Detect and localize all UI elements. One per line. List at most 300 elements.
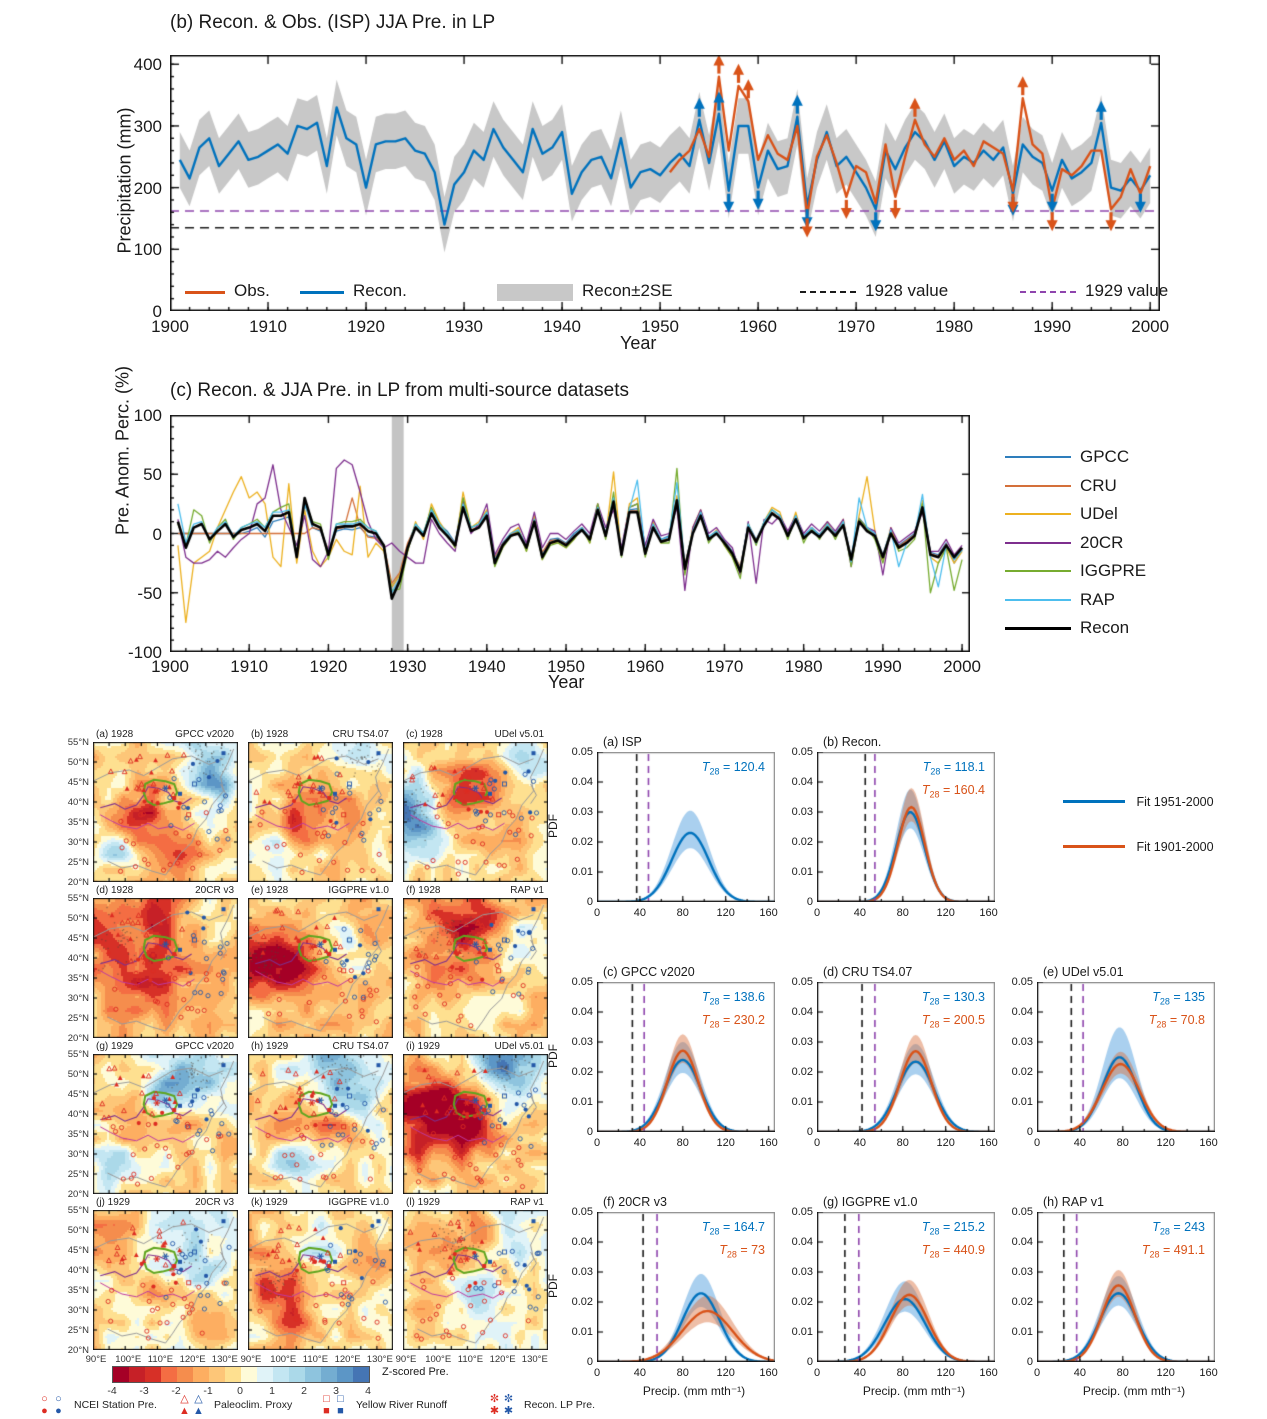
lon-tick-label: 120°E bbox=[179, 1354, 206, 1365]
pdf-y-tick-label: 0 bbox=[1026, 1356, 1033, 1368]
pdf-y-tick-label: 0.04 bbox=[571, 1006, 593, 1018]
lat-tick-label: 25°N bbox=[67, 1169, 89, 1180]
pdf-panel-title: (b) Recon. bbox=[823, 735, 882, 749]
pdf-x-tick-label: 160 bbox=[979, 1137, 998, 1149]
map-panel-source: CRU TS4.07 bbox=[332, 729, 389, 740]
pdf-panel-title: (a) ISP bbox=[603, 735, 642, 749]
legend-label-l1928: 1928 value bbox=[865, 281, 949, 300]
pdf-x-tick-label: 120 bbox=[716, 1137, 735, 1149]
map-canvas-d1928-20CR-v3 bbox=[93, 898, 238, 1038]
y-tick-label: -100 bbox=[127, 643, 162, 662]
pdf-x-tick-label: 120 bbox=[936, 1137, 955, 1149]
map-panel-label: (e) 1928 bbox=[251, 885, 289, 896]
fit-legend-1901: Fit 1901-2000 bbox=[1063, 838, 1214, 856]
lat-tick-label: 30°N bbox=[67, 1305, 89, 1316]
pdf-y-tick-label: 0.04 bbox=[791, 1236, 813, 1248]
pdf-y-tick-label: 0.02 bbox=[791, 836, 813, 848]
lat-tick-label: 35°N bbox=[67, 1285, 89, 1296]
legend-line-obs bbox=[185, 291, 225, 294]
legend-line-cru bbox=[1005, 485, 1071, 487]
x-tick-label: 1910 bbox=[249, 317, 287, 336]
pdf-x-tick-label: 0 bbox=[1033, 1137, 1041, 1149]
pdf-x-tick-label: 120 bbox=[716, 907, 735, 919]
panel-c-xlabel: Year bbox=[548, 672, 585, 692]
x-tick-label: 1940 bbox=[467, 657, 506, 676]
map-panel-label: (f) 1928 bbox=[406, 885, 441, 896]
legend-line-20cr bbox=[1005, 542, 1071, 544]
pdf-return-period-values: $T_{28} = 120.4$ bbox=[701, 760, 765, 777]
pdf-y-tick-label: 0.04 bbox=[1011, 1236, 1033, 1248]
pdf-return-period-values: $T_{28} = 138.6$ $T_{28} = 230.2$ bbox=[701, 990, 765, 1029]
lon-tick-label: 110°E bbox=[147, 1354, 174, 1365]
x-tick-label: 1900 bbox=[151, 317, 189, 336]
panel-c-ylabel: Pre. Anom. Perc. (%) bbox=[112, 365, 133, 536]
colorbar-cell bbox=[257, 1367, 273, 1382]
triangle-marker-icon: △ bbox=[194, 1393, 203, 1405]
map-canvas-b1928-CRU-TS4-07 bbox=[248, 742, 393, 882]
lat-tick-label: 20°N bbox=[67, 877, 89, 888]
pdf-y-tick-label: 0.01 bbox=[571, 866, 593, 878]
pdf-y-tick-label: 0 bbox=[586, 1356, 593, 1368]
pdf-x-tick-label: 160 bbox=[979, 1367, 998, 1379]
pdf-return-period-values: $T_{28} = 118.1$ $T_{28} = 160.4$ bbox=[921, 760, 985, 799]
pdf-x-tick-label: 0 bbox=[593, 1367, 601, 1379]
pdf-x-tick-label: 0 bbox=[813, 1367, 821, 1379]
lat-tick-label: 20°N bbox=[67, 1345, 89, 1356]
pdf-ylabel: PDF bbox=[546, 814, 560, 838]
map-panel-source: RAP v1 bbox=[510, 885, 544, 896]
y-tick-label: 0 bbox=[152, 524, 162, 544]
x-tick-label: 1980 bbox=[784, 657, 823, 676]
colorbar-label: Z-scored Pre. bbox=[382, 1366, 449, 1378]
pdf-x-tick-label: 40 bbox=[1073, 1367, 1087, 1379]
pdf-panel-title: (g) IGGPRE v1.0 bbox=[823, 1195, 918, 1209]
colorbar-tick-label: -4 bbox=[107, 1385, 117, 1397]
map-canvas-k1929-IGGPRE-v1-0 bbox=[248, 1210, 393, 1350]
x-tick-label: 1990 bbox=[1033, 317, 1072, 336]
pdf-y-tick-label: 0.05 bbox=[791, 1206, 813, 1218]
pdf-y-tick-label: 0 bbox=[586, 896, 593, 908]
triangle-marker-icon: △ bbox=[180, 1393, 189, 1405]
pdf-panel-title: (c) GPCC v2020 bbox=[603, 965, 695, 979]
pdf-y-tick-label: 0.05 bbox=[571, 1206, 593, 1218]
pdf-xlabel: Precip. (mm mth⁻¹) bbox=[1082, 1384, 1186, 1398]
pdf-y-tick-label: 0.03 bbox=[571, 1266, 593, 1278]
pdf-y-tick-label: 0.05 bbox=[571, 976, 593, 988]
lat-tick-label: 55°N bbox=[67, 893, 89, 904]
pdf-y-tick-label: 0.04 bbox=[791, 776, 813, 788]
colorbar-cell bbox=[225, 1367, 241, 1382]
colorbar-tick-label: -2 bbox=[171, 1385, 181, 1397]
pdf-y-tick-label: 0.03 bbox=[571, 806, 593, 818]
pdf-x-tick-label: 160 bbox=[979, 907, 998, 919]
legend-label-rap: RAP bbox=[1080, 589, 1115, 609]
map-panel-label: (b) 1928 bbox=[251, 729, 289, 740]
legend-label-20cr: 20CR bbox=[1080, 532, 1124, 552]
x-tick-label: 1910 bbox=[230, 657, 269, 676]
pdf-y-tick-label: 0.02 bbox=[571, 1296, 593, 1308]
map-panel-source: RAP v1 bbox=[510, 1197, 544, 1208]
y-tick-label: -50 bbox=[137, 583, 162, 603]
fit-legend-1951: Fit 1951-2000 bbox=[1063, 793, 1214, 811]
pdf-x-tick-label: 160 bbox=[759, 1367, 778, 1379]
colorbar-tick-label: 3 bbox=[333, 1385, 339, 1397]
colorbar-cell bbox=[353, 1367, 369, 1382]
square-marker-icon: ■ bbox=[337, 1405, 344, 1417]
pdf-x-tick-label: 160 bbox=[1199, 1367, 1218, 1379]
pdf-ylabel: PDF bbox=[546, 1274, 560, 1298]
x-tick-label: 2000 bbox=[943, 657, 981, 676]
pdf-x-tick-label: 80 bbox=[676, 1137, 689, 1149]
x-tick-label: 1900 bbox=[151, 657, 189, 676]
pdf-x-tick-label: 80 bbox=[896, 1137, 909, 1149]
lat-tick-label: 45°N bbox=[67, 777, 89, 788]
circle-marker-icon: ○ bbox=[55, 1393, 62, 1405]
pdf-y-tick-label: 0.02 bbox=[791, 1066, 813, 1078]
multisource-timeseries-chart bbox=[170, 415, 970, 652]
pdf-y-tick-label: 0.01 bbox=[791, 866, 813, 878]
pdf-y-tick-label: 0.05 bbox=[791, 746, 813, 758]
pdf-xlabel: Precip. (mm mth⁻¹) bbox=[862, 1384, 966, 1398]
lat-tick-label: 40°N bbox=[67, 953, 89, 964]
colorbar-cell bbox=[129, 1367, 145, 1382]
x-tick-label: 1920 bbox=[347, 317, 385, 336]
colorbar-cell bbox=[209, 1367, 225, 1382]
lat-tick-label: 40°N bbox=[67, 1109, 89, 1120]
pdf-y-tick-label: 0.04 bbox=[791, 1006, 813, 1018]
lat-tick-label: 55°N bbox=[67, 737, 89, 748]
pdf-y-tick-label: 0.04 bbox=[571, 1236, 593, 1248]
circle-marker-icon: ○ bbox=[41, 1393, 48, 1405]
legend-label-recon: Recon bbox=[1080, 618, 1130, 637]
lon-tick-label: 100°E bbox=[115, 1354, 142, 1365]
y-tick-label: 50 bbox=[143, 465, 162, 485]
pdf-y-tick-label: 0.03 bbox=[791, 1266, 813, 1278]
pdf-y-tick-label: 0.01 bbox=[791, 1326, 813, 1338]
map-panel-label: (c) 1928 bbox=[406, 729, 443, 740]
map-panel-source: UDel v5.01 bbox=[494, 729, 544, 740]
lat-tick-label: 45°N bbox=[67, 933, 89, 944]
pdf-x-tick-label: 40 bbox=[853, 1137, 867, 1149]
legend-line-recon bbox=[300, 291, 344, 294]
recon-obs-timeseries-chart bbox=[170, 55, 1160, 311]
lat-tick-label: 35°N bbox=[67, 973, 89, 984]
pdf-y-tick-label: 0 bbox=[806, 1126, 813, 1138]
pdf-y-tick-label: 0.02 bbox=[791, 1296, 813, 1308]
map-panel-label: (h) 1929 bbox=[251, 1041, 289, 1052]
x-tick-label: 1950 bbox=[641, 317, 679, 336]
pdf-y-tick-label: 0.01 bbox=[791, 1096, 813, 1108]
map-panel-label: (i) 1929 bbox=[406, 1041, 440, 1052]
pdf-x-tick-label: 40 bbox=[853, 1367, 867, 1379]
lon-tick-label: 120°E bbox=[489, 1354, 516, 1365]
pdf-panel-title: (d) CRU TS4.07 bbox=[823, 965, 913, 979]
marker-legend-label: Paleoclim. Proxy bbox=[214, 1399, 293, 1411]
pdf-y-tick-label: 0 bbox=[806, 1356, 813, 1368]
pdf-panel-title: (e) UDel v5.01 bbox=[1043, 965, 1124, 979]
map-panel-source: UDel v5.01 bbox=[494, 1041, 544, 1052]
pdf-x-tick-label: 40 bbox=[633, 1137, 647, 1149]
pdf-ylabel: PDF bbox=[546, 1044, 560, 1068]
colorbar-cell bbox=[177, 1367, 193, 1382]
map-panel-source: IGGPRE v1.0 bbox=[328, 1197, 389, 1208]
square-marker-icon: □ bbox=[323, 1393, 330, 1405]
pdf-x-tick-label: 40 bbox=[853, 907, 867, 919]
y-tick-label: 0 bbox=[152, 302, 162, 321]
pdf-return-period-values: $T_{28} = 243$ $T_{28} = 491.1$ bbox=[1141, 1220, 1205, 1259]
colorbar-tick-label: 4 bbox=[365, 1385, 371, 1397]
lat-tick-label: 45°N bbox=[67, 1245, 89, 1256]
legend-label-obs: Obs. bbox=[234, 281, 270, 300]
pdf-xlabel: Precip. (mm mth⁻¹) bbox=[642, 1384, 746, 1398]
pdf-y-tick-label: 0.02 bbox=[571, 1066, 593, 1078]
pdf-x-tick-label: 120 bbox=[716, 1367, 735, 1379]
legend-line-iggpre bbox=[1005, 570, 1071, 572]
colorbar bbox=[112, 1366, 370, 1383]
pdf-x-tick-label: 0 bbox=[1033, 1367, 1041, 1379]
pdf-y-tick-label: 0.04 bbox=[1011, 1006, 1033, 1018]
lon-tick-label: 90°E bbox=[85, 1354, 107, 1365]
pdf-y-tick-label: 0.02 bbox=[1011, 1066, 1033, 1078]
star-marker-icon: ✼ bbox=[489, 1393, 500, 1405]
pdf-y-tick-label: 0.03 bbox=[1011, 1266, 1033, 1278]
lat-tick-label: 25°N bbox=[67, 1325, 89, 1336]
legend-line-rap bbox=[1005, 599, 1071, 601]
colorbar-tick-label: 2 bbox=[301, 1385, 307, 1397]
map-panel-source: 20CR v3 bbox=[195, 885, 234, 896]
colorbar-cell bbox=[241, 1367, 257, 1382]
lon-tick-label: 130°E bbox=[521, 1354, 548, 1365]
lon-tick-label: 130°E bbox=[366, 1354, 393, 1365]
legend-line-l1928 bbox=[800, 291, 856, 293]
legend-line-recon bbox=[1005, 627, 1071, 630]
pdf-x-tick-label: 160 bbox=[1199, 1137, 1218, 1149]
square-marker-icon: □ bbox=[337, 1393, 344, 1405]
pdf-y-tick-label: 0.01 bbox=[1011, 1326, 1033, 1338]
lat-tick-label: 45°N bbox=[67, 1089, 89, 1100]
pdf-x-tick-label: 160 bbox=[759, 1137, 778, 1149]
lon-tick-label: 110°E bbox=[457, 1354, 484, 1365]
pdf-x-tick-label: 40 bbox=[633, 907, 647, 919]
pdf-x-tick-label: 0 bbox=[813, 907, 821, 919]
pdf-return-period-values: $T_{28} = 215.2$ $T_{28} = 440.9$ bbox=[921, 1220, 985, 1259]
x-tick-label: 1920 bbox=[309, 657, 348, 676]
pdf-x-tick-label: 0 bbox=[593, 1137, 601, 1149]
pdf-x-tick-label: 160 bbox=[759, 907, 778, 919]
pdf-x-tick-label: 120 bbox=[1156, 1367, 1175, 1379]
map-panel-label: (j) 1929 bbox=[96, 1197, 130, 1208]
map-canvas-c1928-UDel-v5-01 bbox=[403, 742, 548, 882]
x-tick-label: 1950 bbox=[547, 657, 585, 676]
pdf-return-period-values: $T_{28} = 130.3$ $T_{28} = 200.5$ bbox=[921, 990, 985, 1029]
fit-1951-line bbox=[1063, 800, 1125, 803]
map-panel-source: IGGPRE v1.0 bbox=[328, 885, 389, 896]
x-tick-label: 1930 bbox=[388, 657, 427, 676]
pdf-y-tick-label: 0.02 bbox=[571, 836, 593, 848]
pdf-return-period-values: $T_{28} = 164.7$ $T_{28} = 73$ bbox=[701, 1220, 765, 1259]
pdf-x-tick-label: 0 bbox=[593, 907, 601, 919]
map-canvas-l1929-RAP-v1 bbox=[403, 1210, 548, 1350]
map-panel-label: (k) 1929 bbox=[251, 1197, 288, 1208]
lat-tick-label: 55°N bbox=[67, 1205, 89, 1216]
lat-tick-label: 30°N bbox=[67, 1149, 89, 1160]
pdf-x-tick-label: 80 bbox=[676, 1367, 689, 1379]
marker-legend-label: Yellow River Runoff bbox=[356, 1399, 448, 1411]
legend-label-l1929: 1929 value bbox=[1085, 281, 1169, 300]
colorbar-tick-label: 1 bbox=[269, 1385, 275, 1397]
colorbar-cell bbox=[321, 1367, 337, 1382]
map-panel-label: (d) 1928 bbox=[96, 885, 134, 896]
pdf-y-tick-label: 0 bbox=[806, 896, 813, 908]
pdf-return-period-values: $T_{28} = 135$ $T_{28} = 70.8$ bbox=[1148, 990, 1205, 1029]
square-marker-icon: ■ bbox=[323, 1405, 330, 1417]
map-panel-source: GPCC v2020 bbox=[175, 729, 234, 740]
pdf-y-tick-label: 0.01 bbox=[1011, 1096, 1033, 1108]
y-tick-label: 300 bbox=[133, 116, 162, 136]
lat-tick-label: 35°N bbox=[67, 817, 89, 828]
legend-label-iggpre: IGGPRE bbox=[1080, 561, 1147, 580]
legend-line-udel bbox=[1005, 513, 1071, 515]
pdf-x-tick-label: 40 bbox=[1073, 1137, 1087, 1149]
lon-tick-label: 90°E bbox=[395, 1354, 417, 1365]
legend-line-l1929 bbox=[1020, 291, 1076, 293]
pdf-x-tick-label: 80 bbox=[1116, 1367, 1129, 1379]
panel-b-title: (b) Recon. & Obs. (ISP) JJA Pre. in LP bbox=[170, 12, 496, 33]
star-marker-icon: ✱ bbox=[489, 1405, 500, 1417]
triangle-marker-icon: ▲ bbox=[193, 1405, 204, 1417]
lat-tick-label: 20°N bbox=[67, 1189, 89, 1200]
pdf-y-tick-label: 0 bbox=[1026, 1126, 1033, 1138]
star-marker-icon: ✱ bbox=[503, 1405, 514, 1417]
colorbar-cell bbox=[289, 1367, 305, 1382]
x-tick-label: 1970 bbox=[837, 317, 876, 336]
y-tick-label: 400 bbox=[133, 55, 162, 75]
map-panel-label: (l) 1929 bbox=[406, 1197, 440, 1208]
lat-tick-label: 30°N bbox=[67, 993, 89, 1004]
pdf-x-tick-label: 80 bbox=[896, 1367, 909, 1379]
pdf-x-tick-label: 120 bbox=[936, 1367, 955, 1379]
colorbar-tick-label: -1 bbox=[203, 1385, 213, 1397]
pdf-x-tick-label: 80 bbox=[676, 907, 689, 919]
marker-legend-label: Recon. LP Pre. bbox=[524, 1399, 596, 1411]
pdf-x-tick-label: 120 bbox=[936, 907, 955, 919]
x-tick-label: 1980 bbox=[935, 317, 974, 336]
map-canvas-g1929-GPCC-v2020 bbox=[93, 1054, 238, 1194]
lon-tick-label: 90°E bbox=[240, 1354, 262, 1365]
map-canvas-a1928-GPCC-v2020 bbox=[93, 742, 238, 882]
x-tick-label: 1960 bbox=[739, 317, 778, 336]
y-tick-label: 100 bbox=[133, 240, 162, 260]
marker-legend-label: NCEI Station Pre. bbox=[74, 1399, 157, 1411]
map-panel-label: (a) 1928 bbox=[96, 729, 134, 740]
x-tick-label: 1960 bbox=[626, 657, 665, 676]
map-canvas-h1929-CRU-TS4-07 bbox=[248, 1054, 393, 1194]
colorbar-cell bbox=[193, 1367, 209, 1382]
pdf-x-tick-label: 80 bbox=[1116, 1137, 1129, 1149]
legend-label-cru: CRU bbox=[1080, 475, 1117, 495]
map-canvas-j1929-20CR-v3 bbox=[93, 1210, 238, 1350]
x-tick-label: 1990 bbox=[863, 657, 902, 676]
lon-tick-label: 120°E bbox=[334, 1354, 361, 1365]
triangle-marker-icon: ▲ bbox=[179, 1405, 190, 1417]
circle-marker-icon: ● bbox=[55, 1405, 62, 1417]
lat-tick-label: 25°N bbox=[67, 857, 89, 868]
colorbar-tick-label: 0 bbox=[237, 1385, 243, 1397]
pdf-y-tick-label: 0.03 bbox=[1011, 1036, 1033, 1048]
pdf-y-tick-label: 0.03 bbox=[791, 806, 813, 818]
pdf-y-tick-label: 0.01 bbox=[571, 1096, 593, 1108]
pdf-y-tick-label: 0.05 bbox=[1011, 976, 1033, 988]
colorbar-cell bbox=[337, 1367, 353, 1382]
lat-tick-label: 50°N bbox=[67, 1069, 89, 1080]
map-canvas-f1928-RAP-v1 bbox=[403, 898, 548, 1038]
colorbar-cell bbox=[305, 1367, 321, 1382]
x-tick-label: 1970 bbox=[705, 657, 744, 676]
map-panel-label: (g) 1929 bbox=[96, 1041, 134, 1052]
lat-tick-label: 40°N bbox=[67, 797, 89, 808]
pdf-x-tick-label: 80 bbox=[896, 907, 909, 919]
lat-tick-label: 55°N bbox=[67, 1049, 89, 1060]
legend-label-udel: UDel bbox=[1080, 504, 1118, 523]
x-tick-label: 2000 bbox=[1131, 317, 1170, 336]
pdf-y-tick-label: 0.05 bbox=[571, 746, 593, 758]
map-canvas-e1928-IGGPRE-v1-0 bbox=[248, 898, 393, 1038]
pdf-y-tick-label: 0.05 bbox=[1011, 1206, 1033, 1218]
colorbar-cell bbox=[161, 1367, 177, 1382]
colorbar-cell bbox=[145, 1367, 161, 1382]
lon-tick-label: 100°E bbox=[425, 1354, 452, 1365]
y-tick-label: 100 bbox=[133, 406, 162, 425]
pdf-y-tick-label: 0.03 bbox=[571, 1036, 593, 1048]
colorbar-cell bbox=[273, 1367, 289, 1382]
lon-tick-label: 130°E bbox=[211, 1354, 238, 1365]
lon-tick-label: 110°E bbox=[302, 1354, 329, 1365]
pdf-panel-title: (f) 20CR v3 bbox=[603, 1195, 667, 1209]
fit-1901-line bbox=[1063, 845, 1125, 848]
map-panel-source: 20CR v3 bbox=[195, 1197, 234, 1208]
lat-tick-label: 50°N bbox=[67, 913, 89, 924]
x-tick-label: 1930 bbox=[445, 317, 483, 336]
panel-c-title: (c) Recon. & JJA Pre. in LP from multi-source datasets bbox=[170, 380, 629, 401]
pdf-x-tick-label: 0 bbox=[813, 1137, 821, 1149]
lat-tick-label: 20°N bbox=[67, 1033, 89, 1044]
circle-marker-icon: ● bbox=[41, 1405, 48, 1417]
lat-tick-label: 50°N bbox=[67, 757, 89, 768]
y-tick-label: 200 bbox=[133, 178, 162, 198]
colorbar-cell bbox=[113, 1367, 129, 1382]
lat-tick-label: 35°N bbox=[67, 1129, 89, 1140]
x-tick-label: 1940 bbox=[543, 317, 581, 336]
pdf-x-tick-label: 120 bbox=[1156, 1137, 1175, 1149]
legend-label-band: Recon±2SE bbox=[582, 281, 673, 300]
pdf-y-tick-label: 0.01 bbox=[571, 1326, 593, 1338]
pdf-y-tick-label: 0.02 bbox=[1011, 1296, 1033, 1308]
map-canvas-i1929-UDel-v5-01 bbox=[403, 1054, 548, 1194]
lat-tick-label: 50°N bbox=[67, 1225, 89, 1236]
pdf-x-tick-label: 40 bbox=[633, 1367, 647, 1379]
lat-tick-label: 30°N bbox=[67, 837, 89, 848]
pdf-panel-title: (h) RAP v1 bbox=[1043, 1195, 1104, 1209]
legend-label-recon: Recon. bbox=[353, 281, 407, 300]
pdf-y-tick-label: 0.04 bbox=[571, 776, 593, 788]
pdf-y-tick-label: 0 bbox=[586, 1126, 593, 1138]
lon-tick-label: 100°E bbox=[270, 1354, 297, 1365]
star-marker-icon: ✼ bbox=[503, 1393, 514, 1405]
lat-tick-label: 25°N bbox=[67, 1013, 89, 1024]
pdf-y-tick-label: 0.03 bbox=[791, 1036, 813, 1048]
panel-b-ylabel: Precipitation (mm) bbox=[114, 107, 135, 254]
legend-line-gpcc bbox=[1005, 456, 1071, 458]
